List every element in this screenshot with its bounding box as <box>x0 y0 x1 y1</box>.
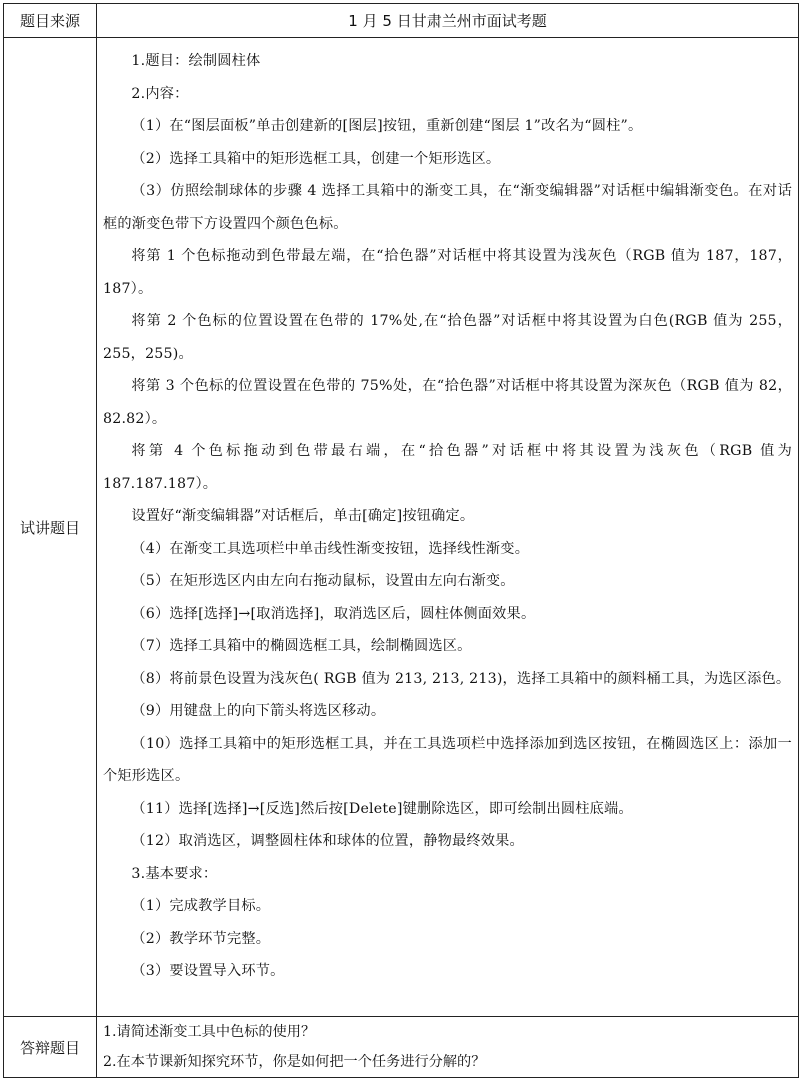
step-3: （3）仿照绘制球体的步骤 4 选择工具箱中的渐变工具，在“渐变编辑器”对话框中编辑渐变色。在对话框的渐变色带下方设置四个颜色色标。 <box>103 183 792 232</box>
source-label: 题目来源 <box>19 12 80 30</box>
step-8: （8）将前景色设置为浅灰色( RGB 值为 213, 213, 213)，选择工具箱中的颜料桶工具，为选区添色。 <box>131 670 791 687</box>
color-stop-1: 将第 1 个色标拖动到色带最左端，在“拾色器”对话框中将其设置为浅灰色（RGB 值为 187，187，187）。 <box>103 248 792 297</box>
requirements-heading: 3.基本要求： <box>131 865 218 882</box>
step-11: （11）选择[选择]→[反选]然后按[Delete]键删除选区，即可绘制出圆柱底端。 <box>131 800 633 817</box>
defense-topic-label: 答辩题目 <box>19 1039 80 1057</box>
requirement-2: （2）教学环节完整。 <box>131 930 271 947</box>
trial-topic-label: 试讲题目 <box>19 518 80 537</box>
step-12: （12）取消选区，调整圆柱体和球体的位置，静物最终效果。 <box>131 833 524 849</box>
exam-title: 1 月 5 日甘肃兰州市面试考题 <box>348 12 547 30</box>
step-2: （2）选择工具箱中的矩形选框工具，创建一个矩形选区。 <box>131 150 501 167</box>
confirm-step: 设置好“渐变编辑器”对话框后，单击[确定]按钮确定。 <box>131 508 475 524</box>
requirement-1: （1）完成教学目标。 <box>131 898 271 914</box>
step-4: （4）在渐变工具选项栏中单击线性渐变按钮，选择线性渐变。 <box>131 540 530 557</box>
color-stop-4: 将第 4 个色标拖动到色带最右端，在“拾色器”对话框中将其设置为浅灰色（RGB 值为 187.187.187）。 <box>103 443 792 492</box>
step-6: （6）选择[选择]→[取消选择]，取消选区后，圆柱体侧面效果。 <box>131 605 536 622</box>
exam-table <box>3 3 799 1078</box>
defense-question-1: 1.请简述渐变工具中色标的使用？ <box>103 1024 316 1040</box>
step-7: （7）选择工具箱中的椭圆选框工具，绘制椭圆选区。 <box>131 638 472 654</box>
trial-topic-content <box>97 38 798 1016</box>
content-heading: 2.内容： <box>131 85 189 102</box>
step-10: （10）选择工具箱中的矩形选框工具，并在工具选项栏中选择添加到选区按钮，在椭圆选区上：添加一个矩形选区。 <box>103 735 792 784</box>
step-5: （5）在矩形选区内由左向右拖动鼠标，设置由左向右渐变。 <box>131 573 515 589</box>
defense-question-2: 2.在本节课新知探究环节，你是如何把一个任务进行分解的？ <box>103 1054 486 1070</box>
defense-topic-content <box>97 1017 798 1078</box>
requirement-3: （3）要设置导入环节。 <box>131 963 285 979</box>
color-stop-2: 将第 2 个色标的位置设置在色带的 17%处,在“拾色器”对话框中将其设置为白色(RGB 值为 255，255，255)。 <box>103 313 792 362</box>
step-9: （9）用键盘上的向下箭头将选区移动。 <box>131 703 386 719</box>
color-stop-3: 将第 3 个色标的位置设置在色带的 75%处，在“拾色器”对话框中将其设置为深灰色（RGB 值为 82，82.82）。 <box>103 378 792 427</box>
step-1: （1）在“图层面板”单击创建新的[图层]按钮，重新创建“图层 1”改名为“圆柱”。 <box>131 118 643 134</box>
topic-title: 1.题目：绘制圆柱体 <box>131 53 261 69</box>
